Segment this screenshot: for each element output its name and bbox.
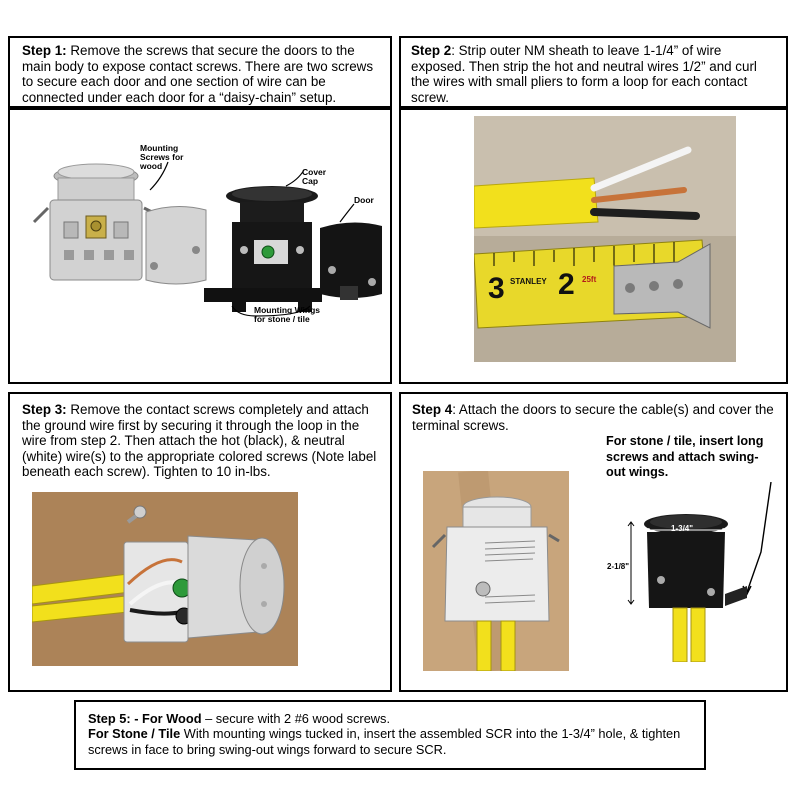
black-receptacle <box>204 186 322 312</box>
step1-illustration <box>10 110 390 382</box>
step5-stone-text: With mounting wings tucked in, insert the assembled SCR into the 1-3/4” hole, & tighten screws in face to bring swing-out wings forward to secure SCR. <box>88 726 681 757</box>
step4-heading: Step 4 <box>412 402 453 417</box>
step5-line1 <box>88 711 700 726</box>
step3-photo <box>32 492 298 666</box>
step1-text <box>22 43 382 105</box>
step5-box <box>74 700 706 770</box>
step1-text-box <box>8 36 392 108</box>
gray-door <box>146 206 206 284</box>
step1-image-box <box>8 108 392 384</box>
step2-text <box>411 43 779 105</box>
stone-tile-note: For stone / tile, insert long screws and attach swing-out wings. <box>606 434 764 479</box>
tape-length: 25ft <box>582 275 597 284</box>
step3-box <box>8 392 392 692</box>
step4-text <box>412 402 778 433</box>
tape-brand: STANLEY <box>510 277 547 286</box>
step2-heading: Step 2 <box>411 43 452 58</box>
step5-heading: Step 5: <box>88 711 131 726</box>
dim-height-label: 2-1/8" <box>607 562 630 571</box>
step1-body: Remove the screws that secure the doors to the main body to expose contact screws. There are two screws to secure each door and one section of wire can be connected under each door for a “daisy-chain” setup. <box>22 43 374 105</box>
step4-photo-white <box>423 471 569 671</box>
step2-image-box <box>399 108 788 384</box>
step5-wood-text: – secure with 2 #6 wood screws. <box>201 711 391 726</box>
step5-stone-heading: For Stone / Tile <box>88 726 181 742</box>
step3-body: Remove the contact screws completely and attach the ground wire first by securing it through the loop in the wire from step 2. Then attach the hot (black), & neutral (white) wire(s) to the appropriate colored screws (Note label beneath each screw). Tighten to 10 in-lbs. <box>22 402 377 480</box>
tape-number-3: 3 <box>488 272 505 305</box>
step1-heading: Step 1: <box>22 43 67 58</box>
step3-heading: Step 3: <box>22 402 67 417</box>
step5-line2 <box>88 726 700 757</box>
dim-width-label: 1-3/4" <box>671 524 694 533</box>
step4-body: : Attach the doors to secure the cable(s) and cover the terminal screws. <box>412 402 774 433</box>
gray-receptacle <box>34 164 156 280</box>
step3-text <box>22 402 382 480</box>
step4-box <box>399 392 788 692</box>
mounting-screws-label: Mounting Screws for wood <box>140 143 184 171</box>
step4-black-receptacle <box>611 482 781 662</box>
cover-cap-label: Cover Cap <box>302 167 327 186</box>
step5-wood-heading: - For Wood <box>130 711 202 726</box>
tape-number-2: 2 <box>558 268 575 301</box>
door-label: Door <box>354 195 374 205</box>
step5-text <box>88 711 700 757</box>
mounting-wings-label: Mounting Wings for stone / tile <box>254 305 321 324</box>
black-door <box>320 222 382 300</box>
step2-photo <box>474 116 736 362</box>
step2-body: : Strip outer NM sheath to leave 1-1/4” of wire exposed. Then strip the hot and neutral wires 1/2” and curl the wires with small pliers to form a loop for each contact screw. <box>411 43 757 105</box>
step2-text-box <box>399 36 788 108</box>
